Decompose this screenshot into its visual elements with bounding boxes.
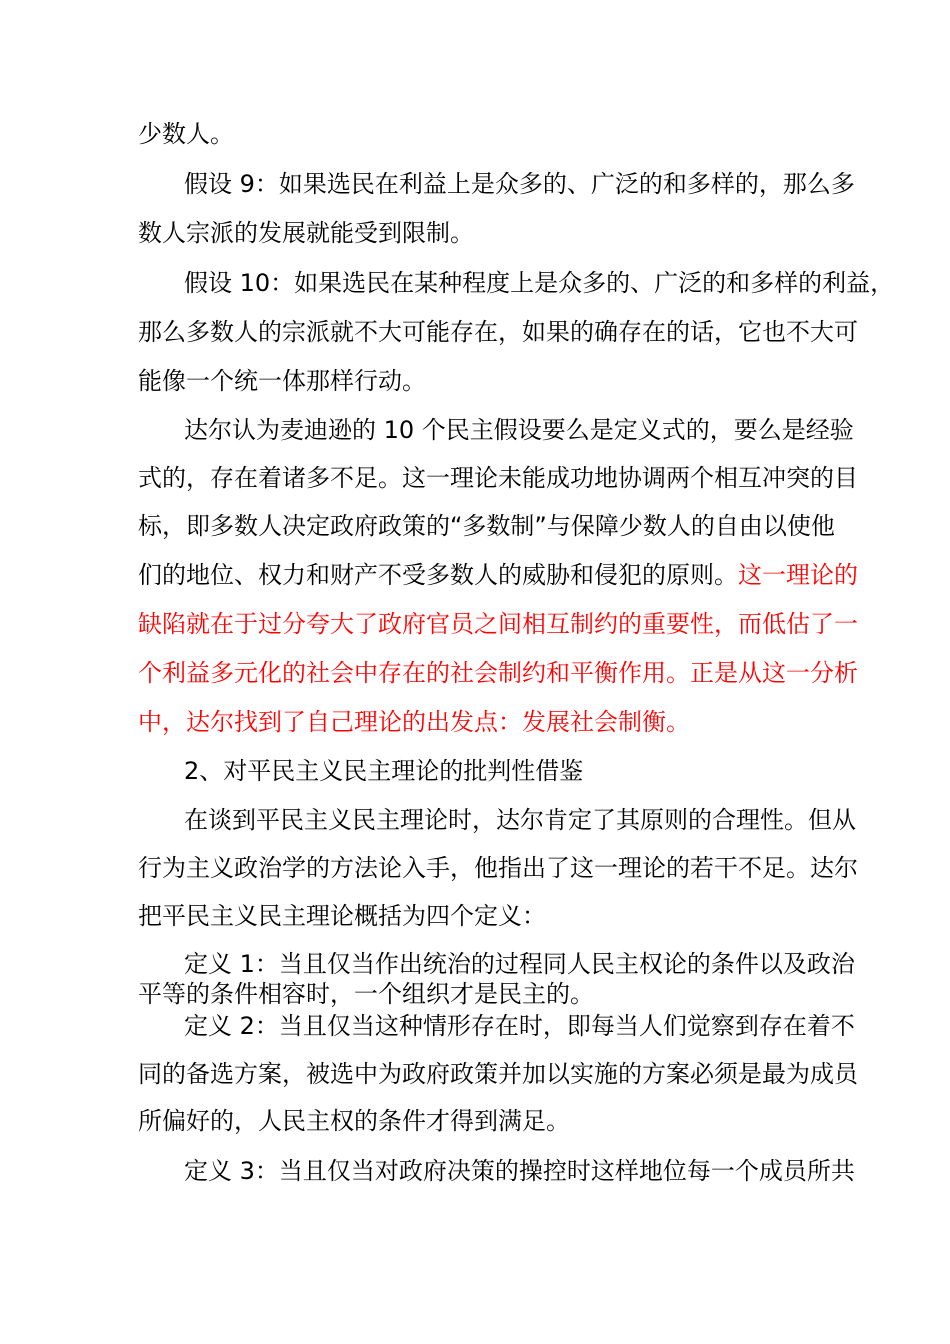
text-line-mixed — [138, 559, 858, 591]
text-line: 行为主义政治学的方法论入手，他指出了这一理论的若干不足。达尔 — [138, 854, 858, 882]
text-line: 式的，存在着诸多不足。这一理论未能成功地协调两个相互冲突的目 — [138, 464, 858, 492]
highlighted-text-line: 中，达尔找到了自己理论的出发点：发展社会制衡。 — [138, 708, 690, 736]
highlighted-text-line: 个利益多元化的社会中存在的社会制约和平衡作用。正是从这一分析 — [138, 659, 858, 687]
paragraph-definition-1: 定义 1：当且仅当作出统治的过程同人民主权论的条件以及政治 — [184, 950, 855, 978]
paragraph-hypothesis-10: 假设 10：如果选民在某种程度上是众多的、广泛的和多样的利益， — [184, 269, 895, 297]
paragraph-hypothesis-9: 假设 9：如果选民在利益上是众多的、广泛的和多样的，那么多 — [184, 170, 855, 198]
text-line: 数人宗派的发展就能受到限制。 — [138, 219, 474, 247]
paragraph-populist-democracy: 在谈到平民主义民主理论时，达尔肯定了其原则的合理性。但从 — [184, 806, 856, 834]
text-line: 把平民主义民主理论概括为四个定义： — [138, 902, 546, 930]
text-line: 同的备选方案，被选中为政府政策并加以实施的方案必须是最为成员 — [138, 1060, 858, 1088]
text-segment: 们的地位、权力和财产不受多数人的威胁和侵犯的原则。 — [138, 561, 738, 589]
text-line: 能像一个统一体那样行动。 — [138, 367, 426, 395]
paragraph-definition-2: 定义 2：当且仅当这种情形存在时，即每当人们觉察到存在着不 — [184, 1012, 855, 1040]
text-line: 平等的条件相容时，一个组织才是民主的。 — [138, 980, 594, 1008]
text-line: 少数人。 — [138, 120, 234, 148]
section-heading: 2、对平民主义民主理论的批判性借鉴 — [184, 757, 584, 785]
highlighted-text: 这一理论的 — [738, 561, 858, 589]
text-line: 那么多数人的宗派就不大可能存在，如果的确存在的话，它也不大可 — [138, 318, 858, 346]
paragraph-definition-3: 定义 3：当且仅当对政府决策的操控时这样地位每一个成员所共 — [184, 1157, 855, 1185]
text-line: 标，即多数人决定政府政策的“多数制”与保障少数人的自由以使他 — [138, 512, 835, 540]
paragraph-dahl-critique: 达尔认为麦迪逊的 10 个民主假设要么是定义式的，要么是经验 — [184, 416, 854, 444]
text-line: 所偏好的，人民主权的条件才得到满足。 — [138, 1107, 570, 1135]
highlighted-text-line: 缺陷就在于过分夸大了政府官员之间相互制约的重要性，而低估了一 — [138, 610, 858, 638]
